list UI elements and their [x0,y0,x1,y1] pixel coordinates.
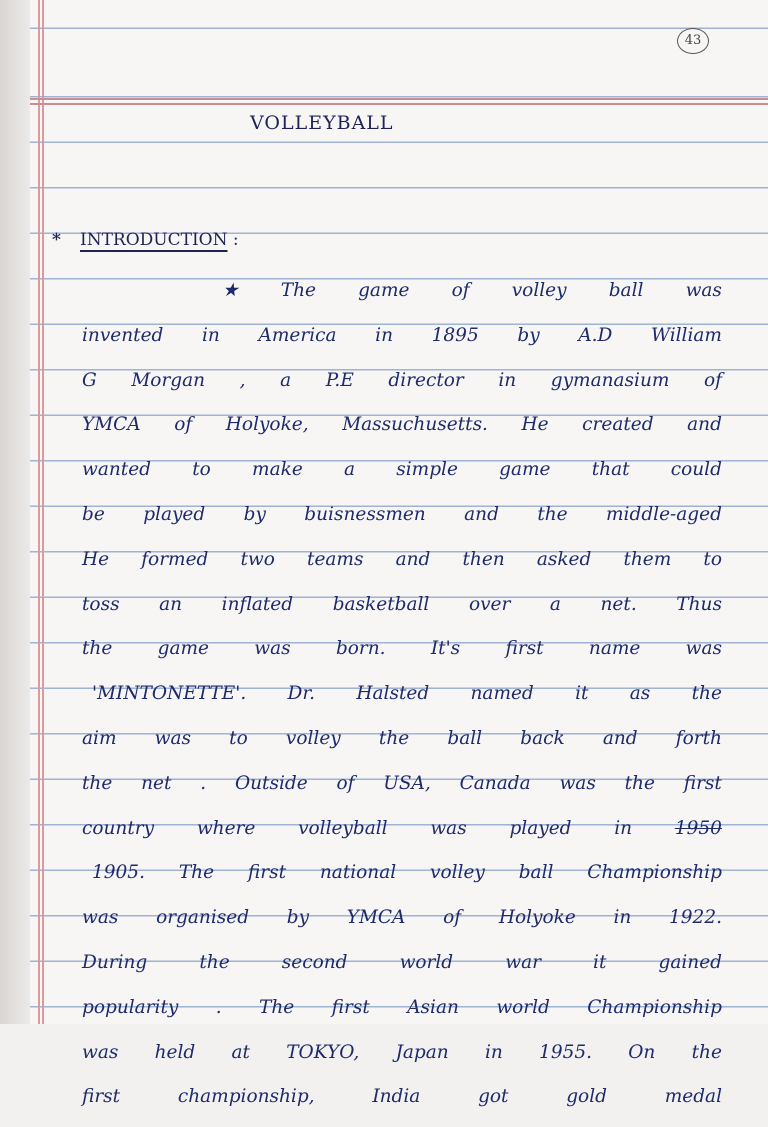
word: was [82,907,119,929]
word: and [464,503,499,525]
word: Thus [676,593,722,615]
word: national [319,862,397,884]
word: got [478,1086,509,1108]
word: Massuchusetts. [342,414,488,436]
paragraph-line [82,903,722,948]
word: was [254,638,291,660]
word: YMCA [82,414,141,436]
word: name [588,638,641,660]
word: , [239,369,246,391]
word: The [280,280,316,301]
word: championship, [177,1086,315,1108]
word: 1895 [431,324,479,346]
word: was [685,280,722,301]
word: Holyoke, [225,414,309,436]
word: where [196,817,256,839]
word: in [498,369,517,391]
word: of [336,772,355,794]
word: America [258,324,337,346]
word: Morgan [131,369,206,391]
word: USA, [383,772,431,794]
paragraph-line [82,500,722,545]
word: teams [307,548,364,570]
word: first [247,862,287,884]
paragraph-line [82,769,722,814]
word: forth [675,727,722,749]
word: Holyoke [498,907,576,929]
page-title: VOLLEYBALL [250,112,394,134]
asterisk-bullet: * [52,230,61,250]
word: net. [600,593,637,615]
word: inflated [221,593,294,615]
word: Outside [234,772,308,794]
word: ball [518,862,554,884]
word: in [484,1041,503,1063]
word: make [252,459,303,481]
word: organised [156,907,250,929]
word: the [199,951,230,973]
paragraph-line [82,410,722,455]
word: and [602,727,638,749]
word: volley [511,280,567,301]
paragraph-line [82,455,722,500]
header-rule [30,103,768,105]
word: was [430,817,467,839]
word: was [559,772,596,794]
word: then [462,548,505,570]
word: over [468,593,511,615]
word: second [281,951,348,973]
word: war [505,951,541,973]
paragraph-line [82,814,722,859]
word: It's [430,638,461,660]
word: first [683,772,722,794]
word: volley [285,727,341,749]
word: Japan [395,1041,449,1063]
paragraph-line [82,993,722,1038]
word: a [280,369,292,391]
word: was [685,638,722,660]
word: the [691,683,722,705]
word: could [670,459,722,481]
word: the [624,772,655,794]
handwritten-paragraph [82,276,722,1127]
heading-text: INTRODUCTION [80,230,228,250]
word: game [499,459,551,481]
word: gained [658,951,722,973]
heading-colon: : [232,230,239,250]
word: as [629,683,651,705]
word: was [154,727,192,749]
word: 'MINTONETTE'. [92,683,247,705]
word: in [613,907,632,929]
word: it [593,951,607,973]
word: Championship [587,996,722,1018]
word: The [178,862,215,884]
word: game [358,280,410,301]
word: 1905. [92,862,145,884]
margin-line [38,0,40,1024]
word: the [82,638,113,660]
word: in [375,324,393,346]
word: was [82,1041,119,1063]
word: middle-aged [606,503,722,525]
header-rule [30,98,768,100]
word: gold [566,1086,607,1108]
word: it [575,683,589,705]
paragraph-line [82,366,722,411]
word: 1922. [669,907,722,929]
word: an [159,593,183,615]
word: of [443,907,462,929]
word: two [240,548,275,570]
paragraph-line [82,948,722,993]
word: ★ [222,280,239,301]
word: He [82,548,110,570]
paragraph-line [82,321,722,366]
word: held [154,1041,196,1063]
word: by [517,324,540,346]
section-heading [52,230,239,250]
word: of [174,414,193,436]
word: to [229,727,248,749]
word: On [628,1041,656,1063]
word: buisnessmen [304,503,426,525]
word: invented [82,324,164,346]
word: P.E [325,369,354,391]
word: in [614,817,633,839]
word: A.D [578,324,613,346]
word: game [157,638,209,660]
word: and [687,414,722,436]
word: YMCA [346,907,406,929]
word: first [505,638,544,660]
word: first [82,1086,121,1108]
word: He [521,414,549,436]
word: in [202,324,220,346]
word: played [509,817,572,839]
word: that [591,459,630,481]
word: ball [447,727,483,749]
word: volley [430,862,485,884]
word: named [470,683,534,705]
word: created [582,414,654,436]
word: first [331,996,370,1018]
word: formed [141,548,209,570]
word: toss [82,593,120,615]
word: a [549,593,561,615]
word: at [231,1041,250,1063]
word: played [143,503,206,525]
word: them [623,548,672,570]
word: volleyball [298,817,388,839]
word: ball [608,280,644,301]
page-binding-edge [0,0,30,1024]
paragraph-line [82,679,722,724]
word: aim [82,727,117,749]
word: country [82,817,155,839]
word: born. [335,638,386,660]
word: world [496,996,550,1018]
page-number: 43 [677,28,709,54]
word: Championship [587,862,722,884]
word: Canada [459,772,531,794]
paragraph-line [82,1038,722,1083]
word: the [691,1041,722,1063]
word: be [82,503,105,525]
word: 1955. [539,1041,593,1063]
word: to [192,459,211,481]
word: of [704,369,722,391]
word: Dr. [287,683,316,705]
paragraph-line [82,590,722,635]
margin-line [42,0,44,1024]
word: India [372,1086,421,1108]
paragraph-line [82,276,722,321]
word: simple [396,459,458,481]
word: popularity [82,996,179,1018]
paragraph-line [82,1082,722,1127]
word: The [259,996,295,1018]
word: . [215,996,222,1018]
word: Asian [407,996,459,1018]
word: basketball [332,593,430,615]
word: wanted [82,459,152,481]
word: the [537,503,568,525]
word: During [82,951,148,973]
paragraph-line [82,858,722,903]
word: Halsted [356,683,430,705]
word: the [82,772,113,794]
word: world [399,951,454,973]
word: director [388,369,464,391]
word: by [286,907,310,929]
word: William [651,324,722,346]
struck-out-word: 1950 [674,817,722,839]
word: by [243,503,266,525]
paragraph-line [82,724,722,769]
word: gymanasium [550,369,670,391]
word: net [141,772,172,794]
paragraph-line [82,634,722,679]
word: and [395,548,431,570]
word: a [343,459,356,481]
word: of [451,280,470,301]
word: . [200,772,207,794]
word: asked [536,548,592,570]
word: TOKYO, [286,1041,360,1063]
word: G [82,369,97,391]
word: medal [664,1086,722,1108]
word: the [378,727,410,749]
word: back [520,727,565,749]
paragraph-line [82,545,722,590]
word: to [703,548,722,570]
